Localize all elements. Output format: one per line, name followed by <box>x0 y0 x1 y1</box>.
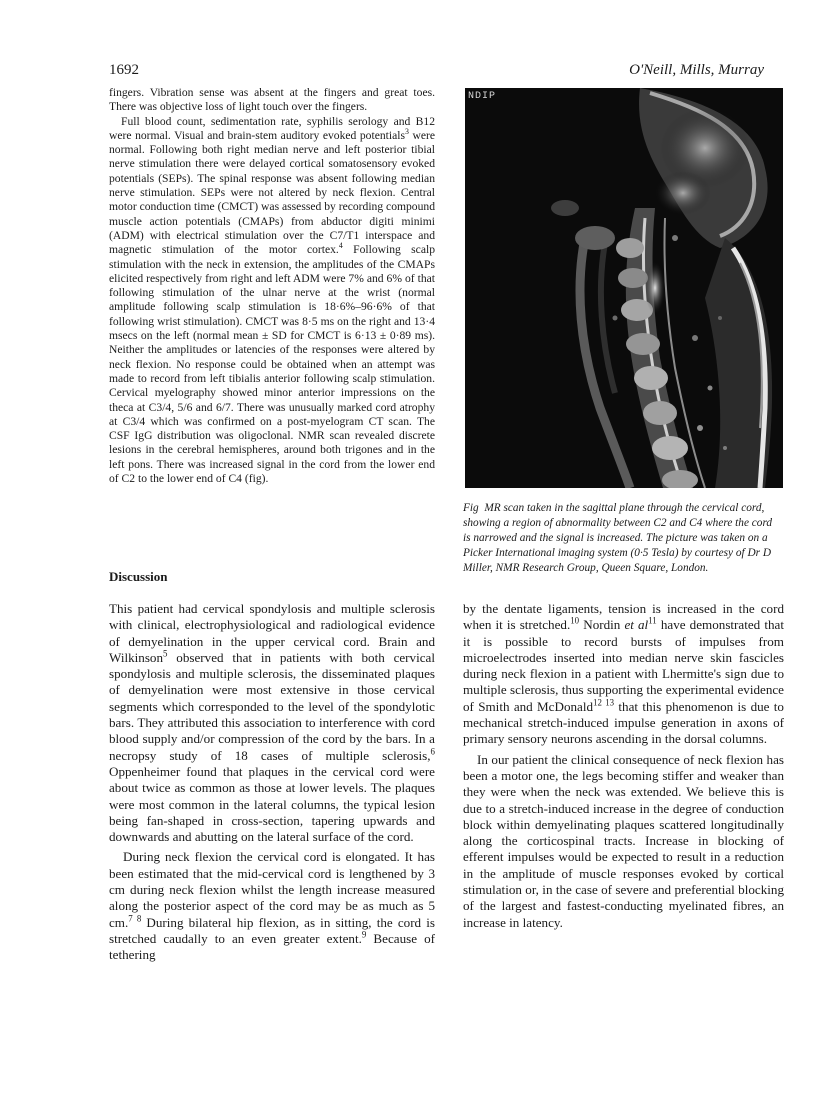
scan-image-label: NDIP <box>468 91 497 102</box>
case-paragraph: Full blood count, sedimentation rate, syphilis serology and B12 were normal. Visual and brain-stem auditory evoked potentials$^3$ were normal. Following both right median nerve and left posterior tibial nerve stimulation there were delayed cortical somatosensory evoked potentials (SEPs). The spinal response was absent following median nerve stimulation. SEPs were not altered by neck flexion. Central motor conduction time (CMCT) was assessed by recording compound muscle action potentials (CMAPs) from abductor digiti minimi (ADM) with electrical stimulation over the C7/T1 interspace and magnetic stimulation of the motor cortex.$^4$ Following scalp stimulation with the neck in extension, the amplitudes of the CMAPs elicited respectively from right and left ADM were 7% and 6% of that following stimulation of the ulnar nerve at the wrist (normal amplitude following scalp stimulation is 18·6%–96·6% of that following wrist stimulation). CMCT was 8·5 ms on the right and 13·4 msecs on the left (normal mean ± SD for CMCT is 6·13 ± 0·89 ms). Neither the amplitudes or latencies of the responses were altered by neck flexion. No response could be obtained when an attempt was made to record from left tibialis anterior following scalp stimulation. Cervical myelography showed minor anterior impressions on the theca at C3/4, 5/6 and 6/7. There was unusually marked cord atrophy at C3/4 which was confirmed on a post-myelogram CT scan. The CSF IgG distribution was oligoclonal. NMR scan revealed discrete lesions in the cerebral hemispheres, around both trigones and in the left pons. There was increased signal in the cord from the lower end of C2 to the lower end of C4 (fig). <box>109 114 435 486</box>
mr-scan-image <box>465 88 783 488</box>
discussion-paragraph: In our patient the clinical consequence of neck flexion has been a motor one, the legs becoming stiffer and weaker than they were when the neck was extended. We believe this is due to a stretch-induced increase in the degree of conduction block within demyelinating plaques scattered longitudinally along the corticospinal tracts. Increase in blocking of efferent impulses would be expected to result in a reduction in the amplitude of muscle responses evoked by cortical stimulation or, in the case of severe and preferential blocking of the largest and fastest-conducting myelinated fibres, an increase in latency. <box>463 751 784 930</box>
citation-ref: 7 8 <box>128 913 142 924</box>
citation-ref: 12 13 <box>593 697 615 708</box>
caption-text: MR scan taken in the sagittal plane through the cervical cord, showing a region of abnormality between C2 and C4 where the cord is narrowed and the signal is increased. The picture was taken on a Picker International imaging system (0·5 Tesla) by courtesy of Dr D Miller, NMR Research Group, Queen Square, London. <box>463 502 773 575</box>
page-number: 1692 <box>109 62 139 78</box>
citation-ref: 4 <box>338 241 343 251</box>
case-report-column <box>109 86 435 486</box>
citation-ref: 9 <box>361 929 367 940</box>
citation-ref: 3 <box>404 127 409 137</box>
mr-scan-figure <box>465 88 783 488</box>
citation-ref: 6 <box>430 746 435 757</box>
running-head-authors: O'Neill, Mills, Murray <box>629 62 764 78</box>
caption-lead: Fig <box>463 502 479 514</box>
figure-caption <box>463 501 781 576</box>
et-al: et al <box>624 617 649 633</box>
citation-ref: 5 <box>163 648 168 659</box>
case-paragraph: fingers. Vibration sense was absent at the fingers and great toes. There was objective loss of light touch over the fingers. <box>109 86 435 114</box>
discussion-heading: Discussion <box>109 569 168 584</box>
discussion-paragraph: by the dentate ligaments, tension is increased in the cord when it is stretched.$^{10}$ Nordin et $al^{11}$ have demonstrated that it is possible to record bursts of impulses from microelectrodes inserted into median nerve skin fascicles during neck flexion in a patient with Lhermitte's sign due to multiple sclerosis, thus supporting the experimental evidence of Smith and McDonald$^{12 13}$ that this phenomenon is due to mechanical stretch-induced impulse generation in axons of primary sensory neurons ascending in the dorsal columns. <box>463 601 784 747</box>
citation-ref: 10 <box>570 615 580 626</box>
discussion-paragraph: During neck flexion the cervical cord is elongated. It has been estimated that the mid-cervical cord is lengthened by 3 cm during neck flexion whilst the length increase measured along the posterior aspect of the cord may be as much as 5 cm.$^{7 8}$ During bilateral hip flexion, as in sitting, the cord is stretched caudally to an even greater extent.$^9$ Because of tethering <box>109 849 436 963</box>
citation-ref: 11 <box>648 615 657 626</box>
discussion-column-right <box>463 601 784 931</box>
discussion-paragraph: This patient had cervical spondylosis and multiple sclerosis with clinical, electrophysiological and radiological evidence of demyelination in the upper cervical cord. Brain and Wilkinson$^5$ observed that in patients with both cervical spondylosis and multiple sclerosis, the disseminated plaques of demyelination were most extensive in those cervical segments which corresponded to the level of the spondylotic bars. They attributed this association to interference with cord blood supply and/or compression of the cord by the bars. In a necropsy study of 18 cases of multiple sclerosis,$^6$ Oppenheimer found that plaques in the cervical cord were about twice as common as those at lower levels. The plaques were most common in the lateral columns, the typical lesion being fan-shaped in cross-section, tapering upwards and downwards and abutting on the lateral surface of the cord. <box>109 601 435 845</box>
discussion-column-left <box>109 601 435 964</box>
